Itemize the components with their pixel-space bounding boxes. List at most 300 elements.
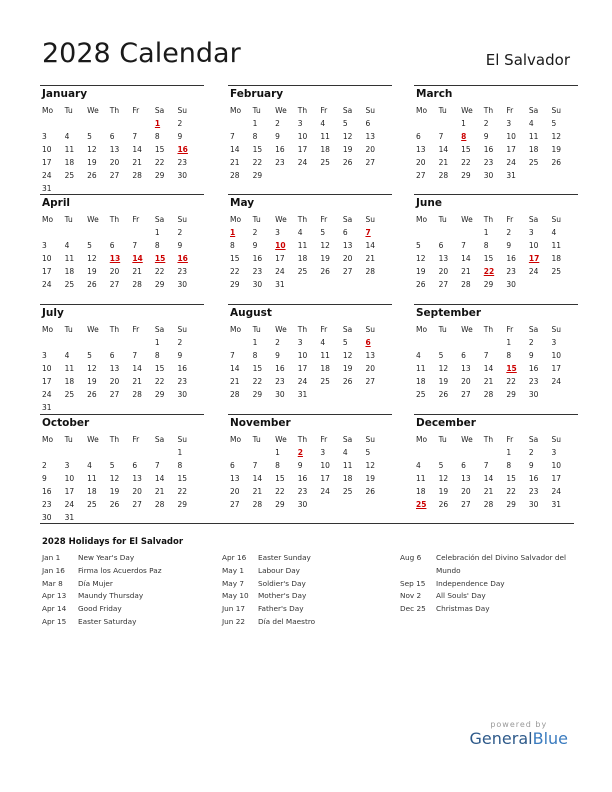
holiday-day-cell: 17 <box>528 254 540 263</box>
week-row <box>230 252 388 265</box>
day-cell: 20 <box>109 377 120 386</box>
weekday-label: Su <box>177 325 187 334</box>
holiday-column <box>400 552 575 616</box>
empty-day-cell <box>230 117 253 130</box>
day-cell: 14 <box>438 145 449 154</box>
week-row <box>42 459 200 472</box>
holiday-name: Celebración del Divino Salvador del Mundo <box>436 553 567 575</box>
day-cell: 27 <box>461 390 471 399</box>
day-cell: 3 <box>42 351 47 360</box>
week-row <box>416 117 574 130</box>
day-cell: 5 <box>342 338 348 347</box>
day-cell: 10 <box>42 364 52 373</box>
day-cell: 16 <box>483 145 494 154</box>
day-cell: 31 <box>551 500 562 509</box>
day-cell: 29 <box>230 280 240 289</box>
weekday-label: We <box>461 106 473 115</box>
weekday-label: Tu <box>438 215 447 224</box>
day-cell: 18 <box>416 377 426 386</box>
week-row <box>230 336 388 349</box>
day-cell: 8 <box>506 461 512 470</box>
holiday-date: Sep 15 <box>400 578 426 588</box>
day-cell: 24 <box>42 171 52 180</box>
day-cell: 5 <box>320 228 326 237</box>
day-cell: 16 <box>506 254 516 263</box>
day-cell: 12 <box>438 364 449 373</box>
week-row <box>42 143 200 156</box>
day-cell: 25 <box>87 500 97 509</box>
day-cell: 9 <box>252 241 258 250</box>
day-cell: 8 <box>252 132 258 141</box>
weekday-label: Th <box>297 325 308 334</box>
holiday-date: Apr 16 <box>222 553 247 562</box>
day-cell: 18 <box>87 487 97 496</box>
empty-day-cell <box>439 446 462 459</box>
day-cell: 20 <box>132 487 142 496</box>
weekday-label: Su <box>551 106 561 115</box>
day-cell: 5 <box>87 132 92 141</box>
day-cell: 23 <box>177 377 188 386</box>
empty-day-cell <box>461 226 484 239</box>
day-cell: 21 <box>483 377 494 386</box>
weekday-label: Fr <box>506 325 514 334</box>
week-row <box>42 130 200 143</box>
weekday-header-row <box>416 104 574 117</box>
empty-day-cell <box>461 336 484 349</box>
day-cell: 22 <box>154 267 165 276</box>
weekday-label: Su <box>551 325 561 334</box>
month-day-grid <box>416 104 574 182</box>
day-cell: 4 <box>297 228 303 237</box>
holiday-day-cell: 16 <box>177 145 188 154</box>
day-cell: 1 <box>506 338 512 347</box>
day-cell: 25 <box>64 171 75 180</box>
holiday-date: Apr 14 <box>42 604 67 614</box>
week-row <box>42 446 200 459</box>
day-cell: 5 <box>342 119 348 128</box>
week-row <box>230 265 388 278</box>
holiday-date: May 10 <box>222 591 249 601</box>
week-row <box>416 252 574 265</box>
week-row <box>416 336 574 349</box>
day-cell: 5 <box>438 351 444 360</box>
day-cell: 2 <box>275 119 280 128</box>
holiday-name: Independence Day <box>436 578 505 588</box>
weekday-label: Fr <box>320 435 328 444</box>
day-cell: 12 <box>551 132 562 141</box>
week-row <box>42 472 200 485</box>
day-cell: 14 <box>230 145 240 154</box>
weekday-header-row <box>416 433 574 446</box>
day-cell: 29 <box>506 390 516 399</box>
empty-day-cell <box>87 401 110 414</box>
week-row <box>42 169 200 182</box>
weekday-label: Sa <box>342 435 353 444</box>
day-cell: 11 <box>551 241 562 250</box>
week-row <box>42 349 200 362</box>
empty-day-cell <box>320 169 343 182</box>
day-cell: 24 <box>297 158 308 167</box>
day-cell: 12 <box>438 474 449 483</box>
day-cell: 21 <box>230 377 240 386</box>
empty-day-cell <box>132 401 155 414</box>
day-cell: 14 <box>132 145 142 154</box>
day-cell: 7 <box>483 461 489 470</box>
holiday-day-cell: 1 <box>154 119 161 128</box>
holiday-item <box>222 565 397 578</box>
holiday-day-cell: 7 <box>365 228 371 237</box>
day-cell: 14 <box>483 364 494 373</box>
holiday-item <box>400 590 575 603</box>
day-cell: 19 <box>87 267 97 276</box>
day-cell: 19 <box>416 267 426 276</box>
day-cell: 28 <box>438 171 449 180</box>
day-cell: 11 <box>416 364 426 373</box>
empty-day-cell <box>551 278 574 291</box>
day-cell: 25 <box>551 267 562 276</box>
day-cell: 20 <box>416 158 426 167</box>
day-cell: 6 <box>132 461 138 470</box>
day-cell: 15 <box>461 145 471 154</box>
weekday-label: Sa <box>154 106 165 115</box>
weekday-label: We <box>275 435 287 444</box>
weekday-header-row <box>416 323 574 336</box>
day-cell: 10 <box>506 132 516 141</box>
day-cell: 15 <box>154 364 165 373</box>
day-cell: 14 <box>132 364 142 373</box>
day-cell: 26 <box>320 267 330 276</box>
month-name: April <box>42 197 71 209</box>
day-cell: 13 <box>109 145 120 154</box>
holiday-name: Maundy Thursday <box>78 591 144 601</box>
empty-day-cell <box>110 117 133 130</box>
day-cell: 12 <box>87 364 97 373</box>
month-divider <box>228 194 392 195</box>
empty-day-cell <box>132 446 155 459</box>
day-cell: 2 <box>528 338 534 347</box>
day-cell: 15 <box>177 474 188 483</box>
weekday-label: Su <box>177 435 187 444</box>
day-cell: 6 <box>416 132 421 141</box>
weekday-label: We <box>87 215 99 224</box>
day-cell: 4 <box>320 119 326 128</box>
empty-day-cell <box>343 278 366 291</box>
month-name: June <box>416 197 442 209</box>
holiday-date: May 1 <box>222 565 245 575</box>
day-cell: 9 <box>528 461 534 470</box>
empty-day-cell <box>87 226 110 239</box>
month-day-grid <box>416 433 574 511</box>
day-cell: 6 <box>461 351 466 360</box>
day-cell: 27 <box>416 171 426 180</box>
day-cell: 4 <box>528 119 534 128</box>
day-cell: 25 <box>416 390 426 399</box>
holiday-date: Nov 2 <box>400 591 422 601</box>
day-cell: 4 <box>64 132 70 141</box>
empty-day-cell <box>551 169 574 182</box>
day-cell: 28 <box>365 267 376 276</box>
holiday-day-cell: 2 <box>297 448 303 457</box>
weekday-label: Mo <box>42 325 54 334</box>
month-divider <box>228 414 392 415</box>
holiday-name: Good Friday <box>78 604 122 614</box>
day-cell: 15 <box>252 145 263 154</box>
brand-logo: GeneralBlue <box>469 729 568 748</box>
week-row <box>42 226 200 239</box>
holiday-day-cell: 15 <box>154 254 166 263</box>
empty-day-cell <box>132 226 155 239</box>
week-row <box>230 349 388 362</box>
holiday-day-cell: 6 <box>365 338 371 347</box>
day-cell: 27 <box>438 280 449 289</box>
week-row <box>42 401 200 414</box>
weekday-label: Mo <box>42 106 54 115</box>
month-divider <box>40 414 204 415</box>
day-cell: 2 <box>177 119 183 128</box>
holiday-item <box>42 565 217 578</box>
day-cell: 25 <box>297 267 308 276</box>
day-cell: 8 <box>252 351 258 360</box>
day-cell: 29 <box>154 171 165 180</box>
day-cell: 17 <box>551 364 562 373</box>
empty-day-cell <box>230 446 253 459</box>
holiday-item <box>400 603 575 616</box>
weekday-label: We <box>275 106 287 115</box>
week-row <box>42 278 200 291</box>
weekday-label: Tu <box>64 215 73 224</box>
day-cell: 12 <box>87 145 97 154</box>
month-divider <box>228 85 392 86</box>
day-cell: 22 <box>154 377 165 386</box>
weekday-header-row <box>230 213 388 226</box>
day-cell: 27 <box>461 500 471 509</box>
weekday-label: Fr <box>132 325 140 334</box>
day-cell: 6 <box>461 461 466 470</box>
day-cell: 3 <box>528 228 534 237</box>
day-cell: 28 <box>252 500 263 509</box>
day-cell: 22 <box>177 487 188 496</box>
day-cell: 28 <box>132 390 142 399</box>
day-cell: 18 <box>528 145 539 154</box>
day-cell: 17 <box>42 377 52 386</box>
day-cell: 22 <box>230 267 240 276</box>
day-cell: 5 <box>416 241 421 250</box>
weekday-label: Sa <box>342 325 353 334</box>
day-cell: 14 <box>483 474 494 483</box>
day-cell: 16 <box>177 364 188 373</box>
weekday-label: Sa <box>342 106 353 115</box>
day-cell: 19 <box>551 145 562 154</box>
day-cell: 30 <box>275 390 285 399</box>
day-cell: 15 <box>483 254 494 263</box>
month-day-grid <box>42 323 200 414</box>
day-cell: 18 <box>342 474 353 483</box>
day-cell: 24 <box>297 377 308 386</box>
week-row <box>230 239 388 252</box>
month-name: August <box>230 307 272 319</box>
month-divider <box>40 194 204 195</box>
weekday-label: Fr <box>506 106 514 115</box>
weekday-label: Su <box>551 435 561 444</box>
month-divider <box>414 85 578 86</box>
week-row <box>230 388 388 401</box>
empty-day-cell <box>65 336 88 349</box>
day-cell: 2 <box>483 119 489 128</box>
week-row <box>416 239 574 252</box>
weekday-label: Mo <box>230 435 242 444</box>
day-cell: 31 <box>297 390 308 399</box>
weekday-label: Su <box>551 215 561 224</box>
holiday-item <box>42 616 217 629</box>
holiday-date: May 7 <box>222 578 245 588</box>
day-cell: 8 <box>506 351 512 360</box>
day-cell: 12 <box>342 351 353 360</box>
day-cell: 4 <box>87 461 92 470</box>
weekday-label: Tu <box>252 106 261 115</box>
day-cell: 7 <box>461 241 466 250</box>
weekday-header-row <box>42 213 200 226</box>
weekday-header-row <box>416 213 574 226</box>
day-cell: 26 <box>87 390 97 399</box>
holiday-day-cell: 1 <box>230 228 236 237</box>
month-day-grid <box>42 213 200 291</box>
weekday-label: Sa <box>528 106 539 115</box>
week-row <box>42 156 200 169</box>
week-row <box>42 362 200 375</box>
day-cell: 3 <box>42 241 47 250</box>
day-cell: 10 <box>297 351 308 360</box>
holiday-name: Día Mujer <box>78 578 113 588</box>
day-cell: 12 <box>365 461 376 470</box>
day-cell: 18 <box>64 158 75 167</box>
day-cell: 13 <box>132 474 142 483</box>
day-cell: 1 <box>252 338 258 347</box>
day-cell: 29 <box>154 390 165 399</box>
day-cell: 4 <box>342 448 348 457</box>
day-cell: 24 <box>551 487 562 496</box>
week-row <box>230 485 388 498</box>
day-cell: 1 <box>177 448 183 457</box>
holiday-date: Jan 16 <box>42 565 65 575</box>
day-cell: 7 <box>230 351 235 360</box>
weekday-header-row <box>230 104 388 117</box>
weekday-label: Th <box>109 106 120 115</box>
weekday-label: Mo <box>230 106 242 115</box>
day-cell: 30 <box>483 171 494 180</box>
day-cell: 12 <box>416 254 426 263</box>
day-cell: 28 <box>154 500 165 509</box>
day-cell: 16 <box>528 474 539 483</box>
day-cell: 27 <box>342 267 353 276</box>
week-row <box>416 388 574 401</box>
weekday-label: Fr <box>132 106 140 115</box>
holiday-name: Easter Sunday <box>258 553 311 562</box>
day-cell: 2 <box>528 448 534 457</box>
day-cell: 24 <box>551 377 562 386</box>
weekday-header-row <box>230 433 388 446</box>
weekday-label: We <box>87 325 99 334</box>
weekday-label: Mo <box>42 435 54 444</box>
day-cell: 12 <box>320 241 330 250</box>
day-cell: 16 <box>528 364 539 373</box>
day-cell: 19 <box>342 364 353 373</box>
day-cell: 20 <box>109 267 120 276</box>
day-cell: 19 <box>438 487 449 496</box>
day-cell: 4 <box>416 351 421 360</box>
holiday-item <box>222 603 397 616</box>
day-cell: 16 <box>275 364 285 373</box>
day-cell: 22 <box>252 158 263 167</box>
day-cell: 24 <box>506 158 516 167</box>
empty-day-cell <box>484 336 507 349</box>
day-cell: 30 <box>506 280 516 289</box>
holiday-item <box>222 552 397 565</box>
day-cell: 29 <box>177 500 188 509</box>
week-row <box>230 226 388 239</box>
day-cell: 3 <box>551 338 557 347</box>
month-name: July <box>42 307 64 319</box>
day-cell: 6 <box>438 241 444 250</box>
day-cell: 9 <box>297 461 303 470</box>
empty-day-cell <box>320 388 343 401</box>
day-cell: 13 <box>109 364 120 373</box>
holiday-date: Aug 6 <box>400 553 422 562</box>
day-cell: 26 <box>87 171 97 180</box>
weekday-label: Fr <box>320 106 328 115</box>
day-cell: 18 <box>64 267 75 276</box>
day-cell: 21 <box>132 158 142 167</box>
day-cell: 30 <box>177 390 188 399</box>
week-row <box>416 349 574 362</box>
day-cell: 1 <box>154 338 160 347</box>
empty-day-cell <box>42 226 65 239</box>
weekday-label: We <box>87 106 99 115</box>
empty-day-cell <box>439 336 462 349</box>
day-cell: 4 <box>320 338 326 347</box>
empty-day-cell <box>65 446 88 459</box>
day-cell: 25 <box>320 158 330 167</box>
day-cell: 21 <box>252 487 263 496</box>
day-cell: 24 <box>320 487 330 496</box>
day-cell: 2 <box>506 228 512 237</box>
weekday-label: Mo <box>230 325 242 334</box>
day-cell: 29 <box>154 280 165 289</box>
empty-day-cell <box>343 498 366 511</box>
day-cell: 20 <box>461 487 471 496</box>
day-cell: 13 <box>416 145 426 154</box>
week-row <box>230 362 388 375</box>
week-row <box>42 485 200 498</box>
empty-day-cell <box>365 388 388 401</box>
day-cell: 3 <box>551 448 557 457</box>
empty-day-cell <box>461 446 484 459</box>
day-cell: 3 <box>297 119 303 128</box>
weekday-label: Fr <box>132 435 140 444</box>
day-cell: 5 <box>438 461 444 470</box>
day-cell: 11 <box>416 474 426 483</box>
day-cell: 7 <box>154 461 160 470</box>
empty-day-cell <box>416 446 439 459</box>
day-cell: 13 <box>365 351 376 360</box>
weekday-label: Fr <box>320 215 328 224</box>
day-cell: 27 <box>109 171 120 180</box>
empty-day-cell <box>365 498 388 511</box>
empty-day-cell <box>439 117 462 130</box>
month-name: January <box>42 88 88 100</box>
day-cell: 1 <box>252 119 258 128</box>
weekday-label: Tu <box>438 435 447 444</box>
weekday-label: Th <box>109 215 120 224</box>
